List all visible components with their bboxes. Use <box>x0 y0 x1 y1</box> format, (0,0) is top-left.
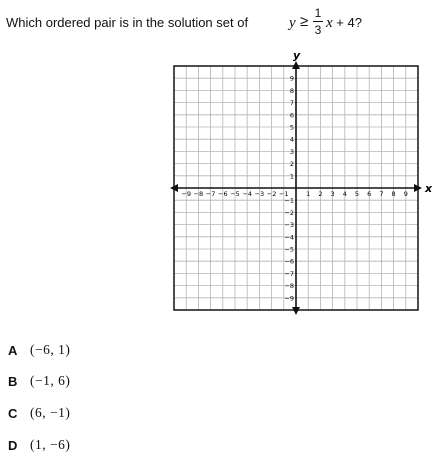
x-tick-label: −3 <box>254 190 265 198</box>
y-tick-label: −7 <box>284 269 294 278</box>
y-tick-label: −2 <box>284 208 294 217</box>
choice-answer: (−6, 1) <box>30 342 71 357</box>
x-tick-label: −7 <box>205 190 216 198</box>
y-tick-label: 2 <box>289 160 294 169</box>
x-tick-label: 5 <box>354 190 360 198</box>
question-y-variable: y <box>289 15 296 31</box>
x-tick-label: −6 <box>218 190 228 198</box>
fraction-denominator: 3 <box>314 23 322 37</box>
coordinate-grid <box>168 49 433 321</box>
choice-letter: A <box>8 343 18 358</box>
x-tick-label: 7 <box>379 190 384 198</box>
x-tick-label: −1 <box>279 190 289 198</box>
x-tick-label: −9 <box>181 190 191 198</box>
fraction-numerator: 1 <box>314 6 322 20</box>
x-tick-label: 3 <box>330 190 335 198</box>
fraction-bar <box>313 21 323 22</box>
y-tick-label: 1 <box>289 172 294 181</box>
question-text <box>6 6 440 38</box>
choice-answer: (6, −1) <box>30 405 71 420</box>
question-x-variable: x <box>326 15 333 31</box>
x-tick-label: −5 <box>230 190 240 198</box>
x-tick-label: −8 <box>193 190 204 198</box>
x-axis-label: x <box>425 182 433 195</box>
y-tick-label: −6 <box>284 257 294 266</box>
question-tail-text: + 4? <box>332 15 362 30</box>
y-tick-label: −8 <box>284 282 294 291</box>
choice-letter: D <box>8 438 18 453</box>
y-tick-label: −1 <box>284 196 294 205</box>
question-relation: ≥ <box>300 13 309 30</box>
choice-a[interactable] <box>8 340 148 362</box>
question-lead: Which ordered pair is in the solution set of <box>6 15 249 30</box>
x-tick-label: 6 <box>367 190 372 198</box>
y-tick-label: 5 <box>289 123 294 132</box>
x-tick-label: 8 <box>391 190 396 198</box>
x-tick-label: 2 <box>318 190 323 198</box>
y-tick-label: 4 <box>289 135 294 144</box>
y-tick-label: −5 <box>284 245 294 254</box>
y-tick-label: 7 <box>289 99 294 108</box>
y-tick-label: 6 <box>289 111 294 120</box>
y-tick-label: 3 <box>289 147 294 156</box>
y-tick-label: −4 <box>284 233 294 242</box>
choice-answer: (−1, 6) <box>30 373 71 388</box>
choice-c[interactable] <box>8 403 148 425</box>
y-tick-label: −3 <box>284 221 294 230</box>
x-tick-label: 4 <box>342 190 347 198</box>
y-axis-arrow-up-icon <box>292 61 300 69</box>
x-tick-label: 1 <box>306 190 311 198</box>
choice-b[interactable] <box>8 371 148 393</box>
choice-answer: (1, −6) <box>30 437 71 452</box>
x-tick-label: −2 <box>266 190 277 198</box>
y-axis-label: y <box>293 49 301 62</box>
question-tail <box>326 15 362 32</box>
y-tick-label: −9 <box>284 294 294 303</box>
y-tick-label: 8 <box>289 86 294 95</box>
choice-letter: C <box>8 406 18 421</box>
y-axis-arrow-down-icon <box>292 307 300 315</box>
question-fraction <box>312 6 324 38</box>
y-tick-label: 9 <box>289 74 294 83</box>
choice-d[interactable] <box>8 435 148 457</box>
coordinate-grid-svg <box>168 49 433 316</box>
x-tick-label: 9 <box>403 190 408 198</box>
x-tick-label: −4 <box>242 190 252 198</box>
choice-letter: B <box>8 374 18 389</box>
